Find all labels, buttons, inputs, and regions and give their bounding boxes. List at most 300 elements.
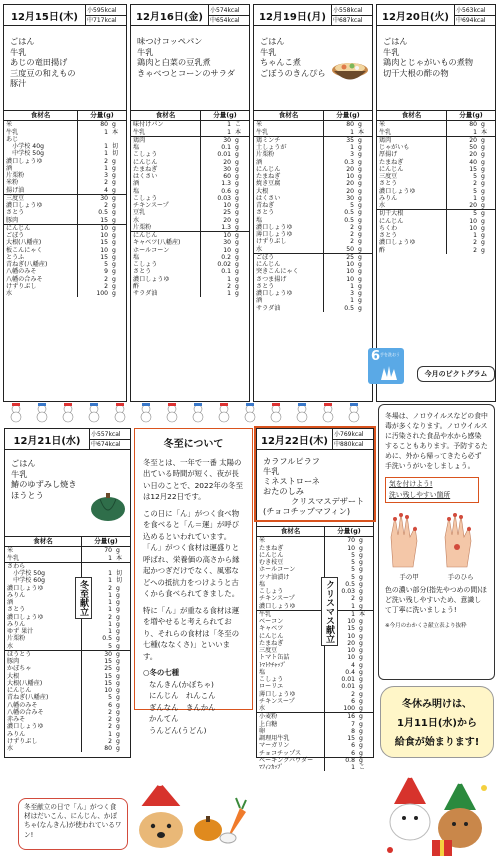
- ingredient-unit: g: [359, 595, 363, 603]
- ingredient-name: さとう: [254, 209, 324, 216]
- table-row: [131, 173, 249, 180]
- ingredient-unit: g: [359, 632, 363, 640]
- ingredient-unit: g: [235, 239, 239, 247]
- ingredient-qty: 0.5: [344, 216, 354, 224]
- ingredient-unit: g: [359, 661, 363, 669]
- menu-item: ごはん: [260, 36, 285, 46]
- menu-item: 鶏肉とじゃがいもの煮物: [383, 57, 474, 68]
- ingredient-unit: g: [358, 165, 362, 173]
- table-header-row: [254, 111, 372, 121]
- ingredient-name: 切干大根: [377, 210, 447, 218]
- menu-item: ごぼうのきんぴら: [260, 67, 326, 78]
- hands-captions: [385, 572, 488, 582]
- ingredient-unit: g: [235, 268, 239, 276]
- ingredient-name: かぼちゃ: [5, 665, 82, 672]
- ingredient-unit: g: [233, 232, 249, 240]
- table-row: [254, 188, 372, 195]
- pumpkin-icon: [89, 490, 127, 522]
- chanko-pot-icon: [330, 56, 370, 86]
- ingredient-qty: 1: [108, 620, 112, 628]
- ingredient-name: 濃口しょうゆ: [377, 239, 447, 246]
- ingredient-unit: g: [358, 202, 362, 209]
- ingredient-name: むき枝豆: [257, 559, 325, 566]
- table-row: [254, 209, 372, 216]
- ingredient-name: ごぼう: [254, 253, 324, 261]
- ingredient-name: 塩: [131, 144, 201, 151]
- bubble-text: 冬至献立の日で「ん」がつく食材はだいこん、にんじん、かぼちゃ(なんきん)が使われているワン!: [24, 803, 122, 839]
- ingredient-qty: 1: [104, 164, 108, 172]
- ingredient-name: さとう: [5, 606, 82, 613]
- pictogram-label: 今月のピクトグラム: [417, 366, 495, 382]
- ingredient-unit: g: [235, 165, 239, 173]
- table-row: [131, 283, 249, 290]
- header-qty: 分量(g): [78, 111, 127, 121]
- ingredient-name: 八幡の合みそ: [4, 276, 78, 283]
- ingredient-qty: 0.03: [217, 194, 231, 202]
- ingredient-unit: g: [359, 735, 363, 742]
- ingredient-qty: 20: [447, 136, 480, 144]
- ingredient-table: [131, 110, 249, 297]
- toji-title: 冬至について: [163, 439, 224, 450]
- ingredient-qty: 0.6: [221, 187, 231, 195]
- menu-item: 切干大根の酢の物: [383, 67, 449, 78]
- ingredient-unit: g: [112, 209, 116, 217]
- ingredient-table: [4, 110, 126, 297]
- ingredient-name: 濃口しょうゆ: [377, 188, 447, 195]
- ingredient-unit: g: [112, 275, 116, 283]
- table-row: [131, 144, 249, 151]
- ingredient-name: みりん: [5, 731, 82, 738]
- table-header-row: [377, 111, 495, 121]
- ingredient-unit: 切: [116, 570, 123, 577]
- ingredient-qty: 60: [223, 173, 231, 180]
- ingredient-qty: 2: [108, 613, 112, 621]
- ingredient-qty: 70: [104, 547, 112, 555]
- ingredient-name: 八幡のみそ: [4, 268, 78, 275]
- table-row: [377, 202, 495, 210]
- ingredient-qty: 1: [108, 591, 112, 599]
- ingredient-unit: g: [359, 602, 363, 610]
- ingredient-unit: g: [116, 658, 120, 665]
- ingredient-unit: g: [235, 158, 239, 166]
- dog-speech-bubble: [18, 798, 128, 850]
- ingredient-name: たまねぎ: [131, 166, 201, 173]
- ingredient-unit: g: [481, 158, 485, 166]
- day-date: 12月19日(月): [254, 5, 332, 25]
- table-row: [377, 129, 495, 137]
- menu-item: 豚汁: [10, 78, 27, 89]
- ingredient-name: 青ねぎ: [254, 202, 324, 209]
- ingredient-unit: g: [358, 261, 362, 268]
- ingredient-unit: g: [235, 261, 239, 268]
- ingredient-unit: g: [112, 164, 116, 172]
- ingredient-name: ホールコーン: [257, 566, 325, 573]
- ingredient-qty: 2: [350, 238, 354, 246]
- table-row: [257, 742, 373, 749]
- table-row: [254, 268, 372, 275]
- table-row: [131, 166, 249, 173]
- ingredient-name: ごぼう: [4, 232, 78, 239]
- header-qty: 分量(g): [325, 527, 374, 537]
- ingredient-unit: 本: [357, 610, 373, 618]
- ingredient-qty: 1: [104, 150, 108, 158]
- table-header-row: [5, 537, 130, 547]
- ingredient-unit: g: [358, 194, 362, 202]
- ingredient-qty: 6: [108, 701, 112, 709]
- ingredient-name: 酒: [4, 165, 78, 172]
- ingredient-qty: 100: [96, 290, 108, 297]
- ingredient-name: 水: [4, 290, 78, 297]
- ingredient-name: 濃口しょうゆ: [5, 723, 82, 730]
- ingredient-qty: 10: [201, 232, 234, 240]
- ingredient-name: 水: [5, 643, 82, 651]
- table-row: [4, 217, 126, 225]
- ingredient-name: 米: [257, 537, 325, 545]
- ingredient-name: 三度豆: [4, 194, 78, 202]
- ingredient-qty: 5: [351, 559, 355, 566]
- menu-list: [5, 450, 130, 536]
- header-name: 食材名: [254, 111, 324, 121]
- handwash-note-line1: 気を付けよう!: [389, 480, 433, 488]
- ingredient-name: にんじん: [377, 166, 447, 173]
- ingredient-name: サラダ油: [131, 290, 201, 297]
- ingredient-name: 濃口しょうゆ: [257, 603, 325, 611]
- ingredient-unit: g: [481, 224, 485, 232]
- ingredient-name: たまねぎ: [254, 173, 324, 180]
- seven-herbs-item: ぎんなん きんかん: [149, 702, 216, 712]
- kcal-small: 小769kcal: [333, 430, 373, 440]
- table-row: [257, 640, 373, 647]
- ingredient-unit: g: [112, 232, 116, 239]
- ingredient-name: 三度豆: [257, 647, 325, 654]
- ingredient-name: 突きこんにゃく: [254, 268, 324, 275]
- ingredient-qty: 25: [223, 209, 231, 217]
- table-row: [131, 202, 249, 209]
- ingredient-unit: g: [112, 179, 116, 187]
- ingredient-qty: 9: [104, 268, 108, 276]
- ingredient-unit: g: [359, 551, 363, 559]
- school-start-line2: 1月11日(水)から: [396, 718, 477, 729]
- ingredient-unit: g: [359, 676, 363, 683]
- table-row: [131, 276, 249, 283]
- ingredient-unit: g: [235, 202, 239, 209]
- school-start-panel: [380, 686, 494, 758]
- ingredient-unit: こ: [359, 764, 366, 771]
- table-row: [257, 545, 373, 552]
- ingredient-qty: 20: [347, 639, 355, 647]
- table-row: [257, 625, 373, 632]
- table-row: [4, 158, 126, 165]
- ingredient-name: 牛乳: [254, 129, 324, 137]
- pictogram-caption: 手を洗おう: [380, 352, 400, 357]
- pictogram-panel: [368, 348, 496, 398]
- table-row: [131, 136, 249, 144]
- ingredient-name: 酢: [377, 247, 447, 254]
- header-name: 食材名: [4, 111, 78, 121]
- table-row: [257, 574, 373, 581]
- santa-dog-icon: [130, 778, 192, 858]
- table-row: [254, 297, 372, 304]
- ingredient-unit: g: [358, 275, 362, 283]
- ingredient-unit: g: [481, 202, 485, 209]
- table-row: [5, 621, 130, 628]
- ingredient-name: こしょう: [131, 195, 201, 202]
- ingredient-unit: g: [358, 304, 362, 312]
- ingredient-name: 塩: [131, 254, 201, 261]
- ingredient-unit: g: [358, 297, 362, 305]
- ingredient-qty: 20: [346, 187, 354, 195]
- table-row: [4, 121, 126, 129]
- ingredient-qty: 0.01: [341, 683, 355, 691]
- ingredient-unit: g: [359, 625, 363, 633]
- ingredient-name: にんじん: [254, 261, 324, 268]
- ingredient-unit: g: [358, 223, 362, 231]
- ingredient-unit: g: [359, 544, 363, 552]
- ingredient-name: けずりぶし: [5, 738, 82, 745]
- ingredient-unit: g: [359, 566, 363, 574]
- ingredient-name: さとう: [254, 283, 324, 290]
- ingredient-name: 牛乳: [257, 610, 325, 618]
- menu-item: 三度豆の和えもの: [10, 67, 76, 78]
- table-row: [5, 673, 130, 680]
- ingredient-qty: 1: [227, 290, 231, 297]
- table-row: [131, 224, 249, 232]
- ingredient-unit: g: [235, 216, 239, 224]
- menu-item: 鶏肉と白菜の豆乳煮: [137, 57, 211, 68]
- table-row: [254, 283, 372, 290]
- ingredient-qty: 2: [351, 690, 355, 698]
- ingredient-qty: 0.5: [344, 304, 354, 312]
- ingredient-qty: 3: [350, 290, 354, 297]
- ingredient-qty: 10: [346, 261, 354, 268]
- handwash-desc: 色の濃い部分(指先やつめの間)ほど洗い残しやすいため、意識して丁寧に洗いましょう!: [385, 586, 487, 614]
- ingredient-name: 濃口しょうゆ: [4, 202, 78, 209]
- snowman-garland: [10, 402, 380, 424]
- table-row: [254, 121, 372, 129]
- table-row: [257, 676, 373, 683]
- table-row: [254, 246, 372, 254]
- ingredient-name: にんじん: [4, 224, 78, 232]
- table-row: [257, 735, 373, 742]
- kcal-mid: 中880kcal: [334, 440, 364, 448]
- ingredient-qty: 15: [104, 679, 112, 687]
- santa-animals-icon: [384, 766, 496, 862]
- ingredient-unit: g: [358, 282, 362, 290]
- ingredient-unit: g: [235, 194, 239, 202]
- ingredient-unit: g: [481, 165, 485, 173]
- dessert-name: クリスマスデザート: [291, 496, 365, 506]
- ingredient-name: 板こんにゃく: [4, 247, 78, 254]
- table-row: [257, 603, 373, 611]
- ingredient-qty: 10: [223, 202, 231, 209]
- ingredient-name: 片栗粉: [131, 224, 201, 232]
- ingredient-qty: 0.2: [221, 253, 231, 261]
- table-row: [257, 705, 373, 713]
- ingredient-qty: 5: [108, 694, 112, 702]
- ingredient-unit: g: [112, 121, 116, 129]
- table-row: [254, 253, 372, 261]
- header-qty: 分量(g): [201, 111, 250, 121]
- ingredient-unit: g: [112, 253, 116, 261]
- ingredient-qty: 10: [104, 687, 112, 694]
- ingredient-qty: 80: [346, 121, 354, 129]
- ingredient-name: サラダ油: [254, 305, 324, 312]
- ingredient-unit: g: [481, 121, 485, 129]
- table-row: [4, 136, 126, 143]
- table-row: [377, 239, 495, 246]
- ingredient-unit: g: [235, 209, 239, 217]
- menu-list: [131, 26, 249, 110]
- table-row: [4, 209, 126, 216]
- table-row: [377, 151, 495, 158]
- pictogram-number: 6: [371, 349, 381, 364]
- ingredient-qty: 5: [108, 642, 112, 650]
- ingredient-qty: 2: [108, 737, 112, 745]
- ingredient-name: 青ねぎ(八幡産): [5, 694, 82, 701]
- table-row: [5, 547, 130, 555]
- table-row: [5, 650, 130, 658]
- ingredient-qty: 15: [104, 658, 112, 665]
- ingredient-unit: g: [481, 173, 485, 180]
- table-row: [131, 254, 249, 261]
- ingredient-qty: 0.5: [102, 635, 112, 643]
- ingredient-qty: 10: [347, 647, 355, 654]
- ingredient-name: けずりぶし: [4, 283, 78, 290]
- ingredient-qty: 2: [108, 716, 112, 723]
- ingredient-unit: g: [116, 730, 120, 738]
- ingredient-qty: 1: [350, 297, 354, 305]
- ingredient-unit: g: [235, 253, 239, 261]
- ingredient-unit: 切: [112, 150, 119, 158]
- ingredient-qty: 10: [346, 275, 354, 283]
- ingredient-unit: g: [112, 282, 116, 290]
- day-date: 12月21日(水): [5, 429, 90, 449]
- ingredient-unit: g: [116, 687, 120, 694]
- ingredient-name: 濃口しょうゆ: [131, 276, 201, 283]
- ingredient-unit: g: [356, 253, 372, 261]
- ingredient-name: 小学校 50g: [5, 570, 82, 577]
- table-row: [4, 202, 126, 209]
- menu-item: カラフルピラフ: [263, 456, 320, 466]
- ingredient-name: はくさい: [254, 195, 324, 202]
- menu-list: [377, 26, 495, 110]
- ingredient-qty: 1: [227, 275, 231, 283]
- ingredient-qty: 10: [100, 232, 108, 239]
- table-row: [5, 606, 130, 613]
- pictogram-badge: [368, 348, 404, 384]
- back-of-hand-caption: 手の甲: [399, 573, 419, 581]
- ingredient-qty: 15: [347, 625, 355, 633]
- ingredient-name: ﾄﾏﾄｹﾁｬｯﾌﾟ: [257, 662, 325, 669]
- day-column-3: [253, 4, 373, 402]
- table-row: [257, 633, 373, 640]
- ingredient-name: 中学校 50g: [4, 150, 78, 157]
- menu-item: きゃべつとコーンのサラダ: [137, 67, 236, 78]
- table-row: [254, 129, 372, 137]
- ingredient-unit: g: [481, 239, 485, 247]
- christmas-frame: [254, 426, 376, 522]
- menu-item: おたのしみ: [263, 486, 304, 496]
- ingredient-name: チキンスープ: [131, 202, 201, 209]
- table-row: [254, 151, 372, 158]
- ingredient-name: 大根: [5, 673, 82, 680]
- table-row: [131, 290, 249, 297]
- ingredient-qty: 1: [473, 232, 477, 239]
- menu-item: ミネストローネ: [263, 476, 320, 486]
- ingredient-unit: g: [116, 672, 120, 680]
- ingredient-unit: g: [114, 650, 130, 658]
- kcal-small: 小558kcal: [332, 6, 372, 16]
- ingredient-unit: g: [358, 151, 362, 159]
- ingredient-qty: 1: [350, 144, 354, 151]
- ingredient-unit: g: [235, 246, 239, 254]
- table-row: [377, 166, 495, 173]
- ingredient-qty: 15: [100, 216, 108, 224]
- ingredient-name: ホールコーン: [131, 247, 201, 254]
- ingredient-name: こしょう: [257, 588, 325, 595]
- ingredient-name: 土しょうが: [254, 144, 324, 151]
- ingredient-name: 酢: [131, 283, 201, 290]
- ingredient-qty: 7: [351, 720, 355, 728]
- table-row: [254, 224, 372, 231]
- ingredient-unit: g: [481, 246, 485, 254]
- ingredient-name: じゃがいも: [377, 144, 447, 151]
- ingredient-unit: g: [479, 136, 495, 144]
- ingredient-unit: g: [235, 144, 239, 151]
- table-row: [131, 217, 249, 224]
- ingredient-qty: [78, 136, 111, 143]
- ingredient-name: こしょう: [257, 676, 325, 683]
- ingredient-unit: g: [359, 639, 363, 647]
- ingredient-unit: g: [116, 737, 120, 745]
- handwash-text: 冬場は、ノロウイルスなどの食中毒が多くなります。ノロウイルスに汚染された食品や水から感染することもあります。予防するために、外から帰ってきたら必ず手洗いうがいをしましょう。: [385, 412, 488, 470]
- table-row: [5, 562, 130, 570]
- table-row: [257, 552, 373, 559]
- ingredient-name: 牛乳: [5, 555, 82, 563]
- ingredient-unit: g: [357, 713, 373, 721]
- ingredient-unit: g: [481, 180, 485, 188]
- ingredient-qty: 10: [469, 217, 477, 225]
- ingredient-unit: 本: [481, 128, 488, 136]
- ingredient-qty: 10: [469, 224, 477, 232]
- ingredient-name: 味付けパン: [131, 121, 201, 129]
- ingredient-qty: 30: [82, 650, 115, 658]
- table-row: [257, 537, 373, 545]
- ingredient-name: 薄口しょうゆ: [257, 691, 325, 698]
- ingredient-name: 調理用牛乳: [257, 735, 325, 742]
- day-date: 12月22日(木): [257, 429, 333, 449]
- table-row: [377, 136, 495, 144]
- table-row: [377, 180, 495, 187]
- table-row: [254, 180, 372, 187]
- ingredient-name: 濃口しょうゆ: [5, 585, 82, 592]
- ingredient-qty: 20: [469, 202, 477, 209]
- ingredient-qty: 1: [473, 194, 477, 202]
- ingredient-unit: g: [359, 668, 363, 676]
- ingredient-unit: g: [235, 223, 239, 231]
- ingredient-qty: 1: [351, 764, 355, 771]
- ingredient-name: チキンスープ: [257, 698, 325, 705]
- ingredient-qty: 10: [347, 544, 355, 552]
- table-row: [257, 721, 373, 728]
- ingredient-qty: 100: [343, 705, 355, 712]
- ingredient-unit: g: [359, 573, 363, 581]
- ingredient-unit: g: [481, 194, 485, 202]
- ingredient-qty: 0.03: [341, 588, 355, 595]
- menu-list: [254, 26, 372, 110]
- ingredient-qty: 30: [201, 136, 234, 144]
- header-name: 食材名: [377, 111, 447, 121]
